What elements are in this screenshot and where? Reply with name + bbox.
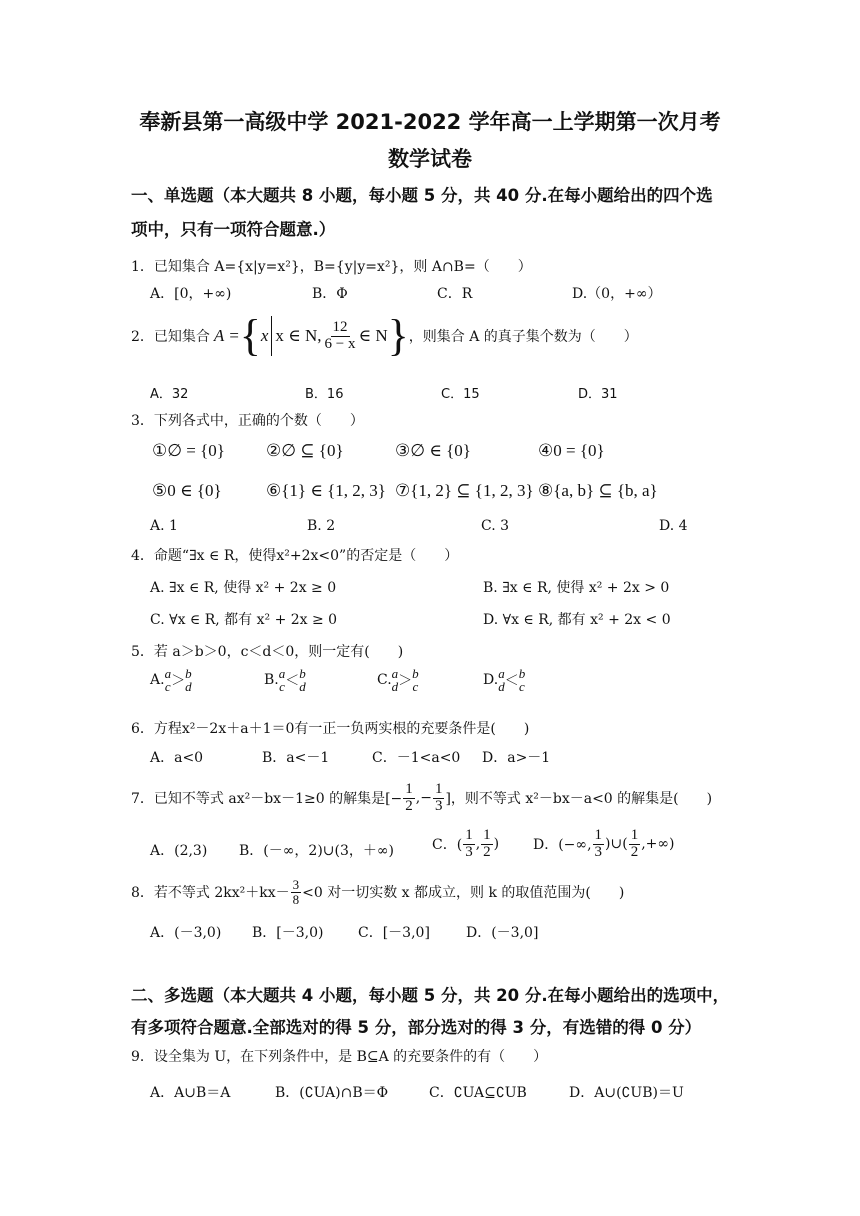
q7-option-d	[533, 828, 675, 861]
q7-d-f1d: 3	[594, 843, 603, 860]
q5-b-d1: c	[279, 679, 285, 694]
q2-frac-den: 6 − x	[324, 335, 356, 352]
q3-item-2: ②∅ ⊆ {0}	[266, 441, 344, 460]
q3-item-7: ⑦{1, 2} ⊆ {1, 2, 3}	[395, 481, 534, 500]
q5-d-rel: ＜	[504, 673, 519, 689]
q7-f1d: 2	[405, 797, 413, 814]
q4-option-c: C. ∀x ∈ R, 都有 x² + 2x ≥ 0	[150, 612, 338, 628]
q5-option-d	[483, 667, 525, 693]
q5-c-n1: a	[391, 666, 399, 681]
q7-c-f1n: 1	[465, 827, 473, 843]
q7-d-suffix: ,+∞)	[641, 836, 675, 853]
q9-option-c: C．∁UA⊆∁UB	[429, 1085, 527, 1101]
section2-heading-line1: 二、多选题（本大题共 4 小题，每小题 5 分，共 20 分.在每小题给出的选项中，	[131, 986, 730, 1005]
q3-option-b: B. 2	[307, 518, 336, 534]
q2-fraction	[323, 320, 358, 353]
q5-b-d2: d	[299, 679, 306, 694]
q8-option-c: C．[－3,0]	[358, 925, 430, 941]
q4-option-d: D. ∀x ∈ R, 都有 x² + 2x < 0	[483, 612, 671, 628]
q1-option-d: D.（0，+∞）	[572, 286, 662, 302]
q7-c-sep: ,	[475, 836, 481, 853]
q7-stem	[131, 782, 712, 815]
q5-b-label: B.	[264, 672, 279, 688]
q5-b-rel: ＜	[285, 673, 300, 689]
q2-frac-num: 12	[332, 318, 348, 335]
q5-c-label: C.	[377, 672, 392, 688]
q7-d-frac2	[629, 828, 641, 861]
q8-frac	[291, 878, 302, 906]
q7-c-prefix: C．(	[432, 837, 463, 854]
q2-right-brace: }	[387, 311, 409, 360]
q7-d-f2d: 2	[630, 843, 639, 860]
q8-stem-suffix: <0 对一切实数 x 都成立，则 k 的取值范围为( )	[302, 885, 625, 902]
q3-option-c: C. 3	[481, 518, 510, 534]
q1-stem: 1．已知集合 A={x|y=x²}，B={y|y=x²}，则 A∩B=（ ）	[131, 259, 532, 275]
q3-item-5: ⑤0 ∈ {0}	[152, 481, 222, 500]
q1-option-b: B．Φ	[312, 286, 348, 302]
q7-d-prefix: D．(−∞,	[533, 837, 592, 854]
q6-option-b: B．a<－1	[262, 750, 330, 766]
q2-left-brace: {	[239, 311, 261, 360]
q7-frac1	[403, 782, 415, 815]
q2-stem-suffix: ，则集合 A 的真子集个数为（ ）	[408, 329, 638, 345]
q5-a-n1: a	[164, 666, 172, 681]
q1-option-c: C．R	[437, 286, 473, 302]
q5-a-d1: c	[164, 679, 171, 694]
q3-option-d: D. 4	[659, 518, 688, 534]
q2-option-c: C．15	[441, 387, 480, 402]
section1-heading-line2: 项中，只有一项符合题意.）	[131, 220, 336, 239]
q9-option-d: D．A∪(∁UB)＝U	[569, 1085, 684, 1101]
q2-set-x: x	[260, 326, 269, 345]
q7-stem-suffix: ]，则不等式 x²－bx－a<0 的解集是( )	[445, 791, 713, 808]
q1-option-a: A．[0，+∞)	[150, 286, 232, 302]
q7-c-frac2	[481, 828, 493, 861]
q7-option-b: B．(－∞，2)∪(3，＋∞)	[239, 843, 395, 859]
q7-c-frac1	[463, 828, 475, 861]
q5-d-label: D.	[483, 672, 499, 688]
q6-option-c: C．－1<a<0	[372, 750, 461, 766]
q2-cond2: ∈ N	[358, 326, 388, 345]
q6-stem: 6．方程x²－2x＋a＋1＝0有一正一负两实根的充要条件是( )	[131, 721, 530, 737]
q7-c-suffix: )	[493, 836, 500, 853]
q5-c-rel: ＞	[398, 673, 413, 689]
q7-d-f1n: 1	[594, 827, 603, 843]
q5-stem: 5．若 a＞b＞0，c＜d＜0，则一定有( )	[131, 644, 404, 660]
q5-c-d1: d	[391, 679, 399, 694]
q8-stem	[131, 878, 624, 906]
q3-stem: 3．下列各式中，正确的个数（ ）	[131, 413, 364, 429]
q5-b-n1: a	[278, 666, 286, 681]
q2-option-b: B．16	[305, 387, 344, 402]
q5-b-frac2	[299, 667, 306, 693]
section1-heading-line1: 一、单选题（本大题共 8 小题，每小题 5 分，共 40 分.在每小题给出的四个选	[131, 186, 713, 205]
q5-d-n1: a	[498, 666, 505, 681]
q6-option-a: A．a<0	[150, 750, 204, 766]
q8-option-d: D．(－3,0]	[466, 925, 539, 941]
q9-stem: 9．设全集为 U，在下列条件中，是 B⊆A 的充要条件的有（ ）	[131, 1049, 548, 1065]
q2-bar	[271, 316, 272, 356]
q8-fn: 3	[292, 877, 300, 892]
q5-d-d2: c	[519, 679, 525, 694]
q3-item-4: ④0 = {0}	[538, 441, 605, 460]
exam-title-line2: 数学试卷	[388, 147, 472, 171]
q5-a-d2: d	[185, 679, 192, 694]
q2-option-a: A．32	[150, 387, 189, 402]
q5-d-frac2	[519, 667, 526, 693]
q8-stem-prefix: 8．若不等式 2kx²＋kx－	[131, 885, 290, 902]
q9-option-b: B．(∁UA)∩B＝Φ	[275, 1085, 389, 1101]
q5-option-b	[264, 667, 306, 693]
q8-option-a: A．(－3,0)	[150, 925, 222, 941]
q5-option-a	[150, 667, 192, 693]
q5-a-rel: ＞	[171, 673, 186, 689]
q3-item-1: ①∅ = {0}	[152, 441, 225, 460]
q7-c-f1d: 3	[465, 843, 473, 860]
q5-a-n2: b	[185, 666, 192, 681]
q8-fd: 8	[292, 891, 300, 907]
q2-stem-prefix: 2．已知集合	[131, 329, 210, 345]
q7-f1n: 1	[405, 781, 413, 797]
q6-option-d: D．a>－1	[482, 750, 551, 766]
q5-d-n2: b	[518, 666, 526, 681]
q7-mid: ,−	[415, 790, 432, 807]
q5-option-c	[377, 667, 419, 693]
q2-set-lhs: A =	[213, 326, 240, 345]
q7-c-f2n: 1	[483, 827, 491, 843]
q4-option-a: A. ∃x ∈ R, 使得 x² + 2x ≥ 0	[150, 580, 337, 596]
q5-b-n2: b	[299, 666, 306, 681]
q8-option-b: B．[－3,0)	[252, 925, 324, 941]
q5-c-n2: b	[412, 666, 419, 681]
q5-d-d1: d	[498, 679, 505, 694]
section2-heading-line2: 有多项符合题意.全部选对的得 5 分，部分选对的得 3 分，有选错的得 0 分）	[131, 1018, 702, 1037]
q3-item-8: ⑧{a, b} ⊆ {b, a}	[538, 481, 658, 500]
q4-option-b: B. ∃x ∈ R, 使得 x² + 2x > 0	[483, 580, 670, 596]
q5-a-frac2	[185, 667, 192, 693]
q7-d-mid: )∪(	[605, 836, 628, 853]
q7-c-f2d: 2	[483, 843, 491, 860]
q7-option-a: A．(2,3)	[150, 843, 208, 859]
q7-option-c	[432, 828, 499, 861]
q5-c-d2: c	[412, 679, 419, 694]
q7-frac2	[433, 782, 445, 815]
q7-f2d: 3	[434, 797, 443, 814]
q7-stem-prefix: 7．已知不等式 ax²－bx－1≥0 的解集是[−	[131, 791, 403, 808]
q2-stem	[131, 311, 638, 360]
q3-item-3: ③∅ ∈ {0}	[395, 441, 471, 460]
q4-stem: 4．命题“∃x ∈ R，使得x²+2x<0”的否定是（ ）	[131, 548, 459, 564]
q9-option-a: A．A∪B＝A	[150, 1085, 231, 1101]
q2-option-d: D．31	[578, 387, 618, 402]
q7-d-frac1	[593, 828, 605, 861]
q3-option-a: A. 1	[150, 518, 178, 534]
q5-c-frac2	[412, 667, 419, 693]
exam-title-line1: 奉新县第一高级中学 2021-2022 学年高一上学期第一次月考	[139, 110, 721, 134]
q7-f2n: 1	[434, 781, 443, 797]
q5-a-label: A.	[150, 672, 165, 688]
q7-d-f2n: 1	[630, 827, 639, 843]
q3-item-6: ⑥{1} ∈ {1, 2, 3}	[266, 481, 386, 500]
q2-cond1: x ∈ N,	[275, 326, 322, 345]
